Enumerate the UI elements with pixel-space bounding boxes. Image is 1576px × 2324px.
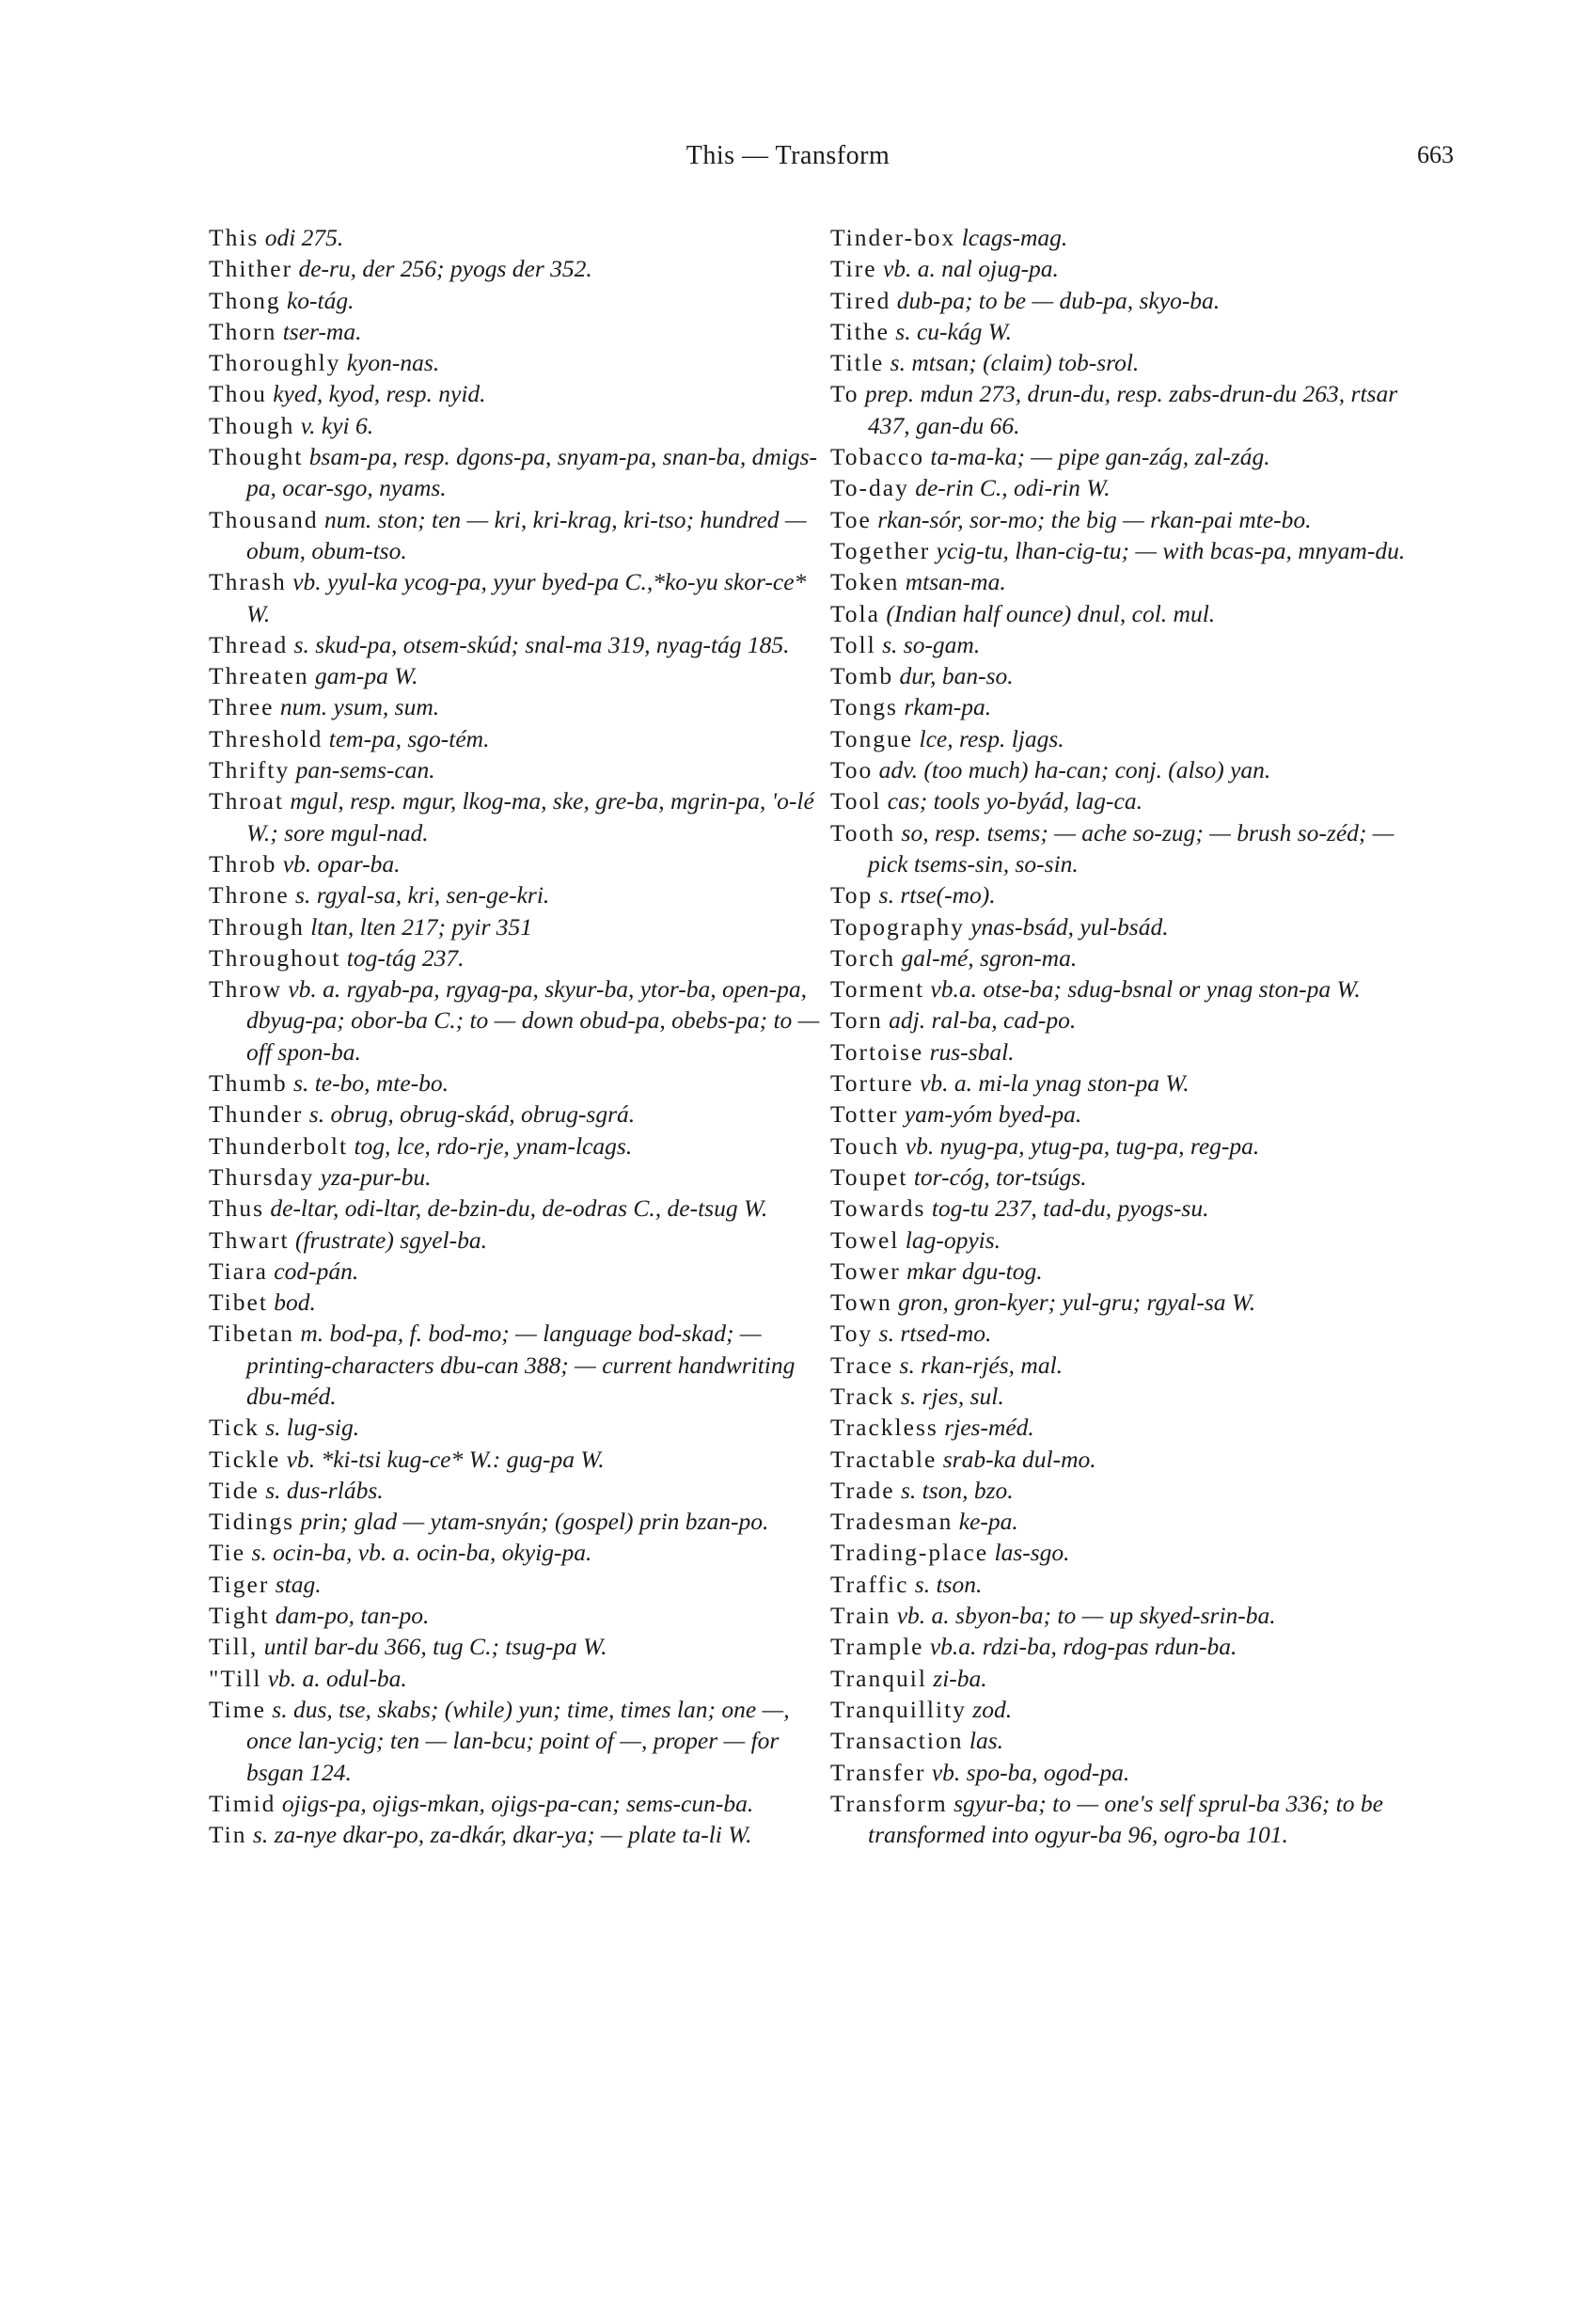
definition: mgul, resp. mgur, lkog-ma, ske, gre-ba, mgrin-pa, 'o-lé W.; sore mgul-nad.	[246, 787, 814, 846]
definition: bsam-pa, resp. dgons-pa, snyam-pa, snan-ba, dmigs-pa, ocar-sgo, nyams.	[246, 443, 817, 502]
running-title: This — Transform	[686, 141, 890, 170]
definition: vb. a. rgyab-pa, rgyag-pa, skyur-ba, ytor-ba, open-pa, dbyug-pa; obor-ba C.; to — down obud-pa, obebs-pa; to — off spon-ba.	[246, 975, 820, 1066]
definition: m. bod-pa, f. bod-mo; — language bod-skad; — printing-characters dbu-can 388; — current handwriting dbu-méd.	[246, 1320, 796, 1410]
headword: Traffic	[830, 1570, 909, 1598]
definition: prin; glad — ytam-snyán; (gospel) prin bzan-po.	[300, 1508, 769, 1536]
definition: num. ysum, sum.	[279, 693, 440, 721]
headword: Tickle	[209, 1445, 281, 1473]
dictionary-entry	[209, 1569, 829, 1600]
definition: adj. ral-ba, cad-po.	[889, 1006, 1077, 1035]
dictionary-entry	[830, 316, 1432, 347]
page-number: 663	[1417, 141, 1454, 168]
dictionary-entry	[830, 1004, 1432, 1036]
headword: Totter	[830, 1100, 899, 1129]
dictionary-entry	[209, 1412, 829, 1443]
headword: Thong	[209, 286, 281, 314]
dictionary-entry	[830, 378, 1432, 441]
dictionary-entry	[209, 879, 829, 910]
definition: vb. *ki-tsi kug-ce* W.: gug-pa W.	[286, 1445, 605, 1473]
definition: gron, gron-kyer; yul-gru; rgyal-sa W.	[898, 1288, 1256, 1317]
headword: Throb	[209, 849, 277, 877]
headword: Thither	[209, 255, 293, 283]
headword: Torn	[830, 1006, 883, 1035]
definition: pan-sems-can.	[295, 756, 435, 784]
definition: s. rtsed-mo.	[878, 1320, 992, 1348]
dictionary-entry	[209, 848, 829, 879]
definition: s. obrug, obrug-skád, obrug-sgrá.	[308, 1100, 636, 1129]
dictionary-entry	[209, 441, 829, 504]
dictionary-entry	[209, 410, 829, 441]
headword: Track	[830, 1382, 895, 1410]
dictionary-entry	[830, 472, 1432, 503]
dictionary-entry	[209, 785, 829, 848]
dictionary-entry	[830, 691, 1432, 722]
headword: Thou	[209, 380, 267, 408]
definition: s. mtsan; (claim) tob-srol.	[890, 349, 1140, 377]
headword: Transaction	[830, 1727, 964, 1755]
definition: ojigs-pa, ojigs-mkan, ojigs-pa-can; sems-cun-ba.	[281, 1789, 754, 1817]
dictionary-entry	[830, 253, 1432, 284]
definition: vb. yyul-ka ycog-pa, yyur byed-pa C.,*ko-yu skor-ce* W.	[246, 568, 807, 627]
dictionary-entry	[830, 754, 1432, 785]
dictionary-entry	[209, 1193, 829, 1224]
definition: sgyur-ba; to — one's self sprul-ba 336; to be transformed into ogyur-ba 96, ogro-ba 101.	[868, 1789, 1383, 1849]
headword: Timid	[209, 1789, 276, 1817]
dictionary-entry	[830, 1694, 1432, 1725]
dictionary-entry	[209, 1631, 829, 1662]
headword: Tongue	[830, 724, 914, 752]
headword: Trackless	[830, 1414, 938, 1442]
definition: tog-tág 237.	[346, 943, 465, 972]
dictionary-entry	[830, 911, 1432, 942]
definition: vb. spo-ba, ogod-pa.	[931, 1758, 1130, 1786]
headword: Towel	[830, 1225, 900, 1254]
dictionary-entry	[209, 347, 829, 378]
dictionary-entry	[830, 629, 1432, 660]
dictionary-entry	[830, 1412, 1432, 1443]
headword: Tobacco	[830, 443, 925, 471]
dictionary-entry	[209, 1475, 829, 1506]
headword: Throat	[209, 787, 284, 815]
dictionary-entry	[830, 598, 1432, 629]
definition: s. te-bo, mte-bo.	[293, 1069, 449, 1098]
headword: Trace	[830, 1351, 894, 1379]
headword: Tight	[209, 1602, 270, 1630]
definition: ta-ma-ka; — pipe gan-zág, zal-zág.	[930, 443, 1270, 471]
headword: Tranquillity	[830, 1695, 967, 1723]
dictionary-entry	[209, 1318, 829, 1412]
headword: Tranquil	[830, 1664, 927, 1692]
definition: yam-yóm byed-pa.	[904, 1100, 1082, 1129]
headword: Thought	[209, 443, 304, 471]
headword: Touch	[830, 1131, 900, 1160]
headword: Tiara	[209, 1257, 268, 1285]
definition: lce, resp. ljags.	[919, 724, 1064, 752]
headword: Tibet	[209, 1288, 268, 1317]
dictionary-entry	[209, 316, 829, 347]
headword: Token	[830, 568, 900, 596]
dictionary-entry	[830, 1318, 1432, 1349]
definition: ltan, lten 217; pyir 351	[310, 912, 533, 941]
definition: until bar-du 366, tug C.; tsug-pa W.	[263, 1633, 607, 1661]
headword: Threaten	[209, 662, 309, 690]
dictionary-entry	[209, 1225, 829, 1256]
dictionary-entry	[830, 347, 1432, 378]
dictionary-entry	[209, 378, 829, 409]
dictionary-entry	[209, 1099, 829, 1130]
dictionary-entry	[830, 1569, 1432, 1600]
headword: Towards	[830, 1194, 926, 1223]
definition: prep. mdun 273, drun-du, resp. zabs-drun-du 263, rtsar 437, gan-du 66.	[864, 380, 1398, 439]
definition: rkan-sór, sor-mo; the big — rkan-pai mte-bo.	[877, 505, 1312, 533]
dictionary-entry	[209, 504, 829, 567]
headword: Tired	[830, 286, 891, 314]
dictionary-entry	[830, 942, 1432, 973]
definition: vb.a. rdzi-ba, rdog-pas rdun-ba.	[929, 1633, 1237, 1661]
definition: yza-pur-bu.	[320, 1162, 432, 1191]
definition: dur, ban-so.	[899, 662, 1014, 690]
dictionary-entry	[830, 1067, 1432, 1099]
headword: Thoroughly	[209, 349, 341, 377]
headword: Town	[830, 1288, 892, 1317]
headword: Tradesman	[830, 1508, 953, 1536]
definition: s. rtse(-mo).	[878, 881, 996, 909]
headword: Time	[209, 1695, 266, 1723]
headword: Throne	[209, 881, 290, 909]
dictionary-entry	[209, 1162, 829, 1193]
dictionary-entry	[830, 441, 1432, 472]
headword: Thousand	[209, 505, 319, 533]
definition: cas; tools yo-byád, lag-ca.	[887, 787, 1143, 815]
dictionary-entry	[209, 942, 829, 973]
definition: ynas-bsád, yul-bsád.	[970, 912, 1169, 941]
dictionary-entry	[830, 566, 1432, 597]
definition: num. ston; ten — kri, kri-krag, kri-tso; hundred — obum, obum-tso.	[246, 505, 807, 564]
headword: Train	[830, 1602, 891, 1630]
dictionary-entry	[830, 1788, 1432, 1851]
dictionary-entry	[209, 253, 829, 284]
dictionary-entry	[830, 504, 1432, 535]
definition: cod-pán.	[274, 1257, 359, 1285]
dictionary-entry	[830, 285, 1432, 316]
definition: s. dus, tse, skabs; (while) yun; time, times lan; one —, once lan-ycig; ten — lan-bcu; point of —, proper — for bsgan 124.	[246, 1695, 790, 1786]
definition: ycig-tu, lhan-cig-tu; — with bcas-pa, mnyam-du.	[936, 536, 1406, 564]
headword: Tongs	[830, 693, 898, 721]
headword: Through	[209, 912, 305, 941]
headword: Tool	[830, 787, 882, 815]
definition: rus-sbal.	[929, 1037, 1015, 1066]
definition: lag-opyis.	[905, 1225, 1001, 1254]
dictionary-entry	[209, 723, 829, 754]
headword: Tomb	[830, 662, 894, 690]
headword: Toe	[830, 505, 872, 533]
definition: vb. a. sbyon-ba; to — up skyed-srin-ba.	[896, 1602, 1276, 1630]
definition: lcags-mag.	[961, 224, 1068, 251]
definition: adv. (too much) ha-can; conj. (also) yan.	[878, 756, 1271, 784]
left-column	[209, 222, 829, 1850]
headword: Tithe	[830, 317, 890, 345]
definition: s. rgyal-sa, kri, sen-ge-kri.	[295, 881, 550, 909]
headword: Tire	[830, 255, 877, 283]
headword: Threshold	[209, 724, 323, 752]
headword: Trample	[830, 1633, 924, 1661]
headword: Trading-place	[830, 1539, 989, 1567]
dictionary-entry	[209, 629, 829, 660]
definition: dub-pa; to be — dub-pa, skyo-ba.	[896, 286, 1221, 314]
headword: Tin	[209, 1821, 247, 1849]
headword: Throw	[209, 975, 282, 1004]
definition: bod.	[274, 1288, 316, 1317]
definition: stag.	[275, 1570, 322, 1598]
headword: Topography	[830, 912, 965, 941]
headword: Thread	[209, 630, 289, 658]
definition: zi-ba.	[933, 1664, 987, 1692]
definition: vb. opar-ba.	[282, 849, 401, 877]
dictionary-entry	[830, 535, 1432, 566]
dictionary-entry	[830, 1036, 1432, 1067]
definition: kyed, kyod, resp. nyid.	[273, 380, 486, 408]
definition: de-ru, der 256; pyogs der 352.	[298, 255, 592, 283]
dictionary-entry	[830, 1444, 1432, 1475]
dictionary-entry	[830, 1506, 1432, 1537]
dictionary-entry	[209, 973, 829, 1067]
headword: Torture	[830, 1069, 914, 1098]
definition: s. so-gam.	[882, 630, 981, 658]
right-column	[830, 222, 1432, 1850]
dictionary-entry	[209, 1694, 829, 1788]
headword: Thursday	[209, 1162, 315, 1191]
dictionary-entry	[830, 1600, 1432, 1631]
definition: mtsan-ma.	[905, 568, 1006, 596]
definition: dam-po, tan-po.	[275, 1602, 430, 1630]
definition: rjes-méd.	[944, 1414, 1034, 1442]
headword: Top	[830, 881, 874, 909]
dictionary-entry	[830, 1193, 1432, 1224]
dictionary-entry	[830, 1631, 1432, 1662]
headword: Thrifty	[209, 756, 291, 784]
headword: Throughout	[209, 943, 341, 972]
headword: Tortoise	[830, 1037, 924, 1066]
definition: rkam-pa.	[904, 693, 992, 721]
definition: gal-mé, sgron-ma.	[901, 943, 1078, 972]
dictionary-entry	[209, 1663, 829, 1694]
definition: odi 275.	[264, 224, 344, 251]
dictionary-entry	[209, 1600, 829, 1631]
page-header	[0, 141, 1576, 188]
definition: de-ltar, odi-ltar, de-bzin-du, de-odras C., de-tsug W.	[270, 1194, 768, 1223]
dictionary-entry	[830, 1381, 1432, 1412]
headword: Till,	[209, 1633, 259, 1661]
definition: s. za-nye dkar-po, za-dkár, dkar-ya; — plate ta-li W.	[252, 1821, 752, 1849]
dictionary-entry	[830, 1757, 1432, 1788]
headword: This	[209, 224, 260, 251]
definition: vb. nyug-pa, ytug-pa, tug-pa, reg-pa.	[905, 1131, 1260, 1160]
dictionary-entry	[830, 1225, 1432, 1256]
headword: Thwart	[209, 1225, 290, 1254]
definition: s. tson.	[914, 1570, 983, 1598]
definition: gam-pa W.	[314, 662, 418, 690]
definition: srab-ka dul-mo.	[942, 1445, 1096, 1473]
dictionary-entry	[830, 1287, 1432, 1318]
headword: Tola	[830, 599, 880, 627]
headword: Tinder-box	[830, 224, 956, 251]
dictionary-entry	[209, 1506, 829, 1537]
dictionary-entry	[830, 973, 1432, 1004]
definition: so, resp. tsems; — ache so-zug; — brush so-zéd; — pick tsems-sin, so-sin.	[868, 818, 1395, 877]
dictionary-entry	[209, 1819, 829, 1850]
dictionary-entry	[830, 660, 1432, 691]
dictionary-entry	[830, 723, 1432, 754]
definition: tem-pa, sgo-tém.	[328, 724, 490, 752]
definition: tog-tu 237, tad-du, pyogs-su.	[931, 1194, 1209, 1223]
definition: vb. a. mi-la ynag ston-pa W.	[920, 1069, 1190, 1098]
headword: Together	[830, 536, 931, 564]
definition: s. rkan-rjés, mal.	[899, 1351, 1064, 1379]
dictionary-entry	[209, 911, 829, 942]
definition: s. tson, bzo.	[900, 1476, 1014, 1504]
headword: Thunderbolt	[209, 1131, 349, 1160]
headword: Tie	[209, 1539, 246, 1567]
headword: Tooth	[830, 818, 896, 846]
headword: "Till	[209, 1664, 262, 1692]
dictionary-entry	[830, 1099, 1432, 1130]
definition: (frustrate) sgyel-ba.	[295, 1225, 487, 1254]
headword: Thumb	[209, 1069, 288, 1098]
headword: Thunder	[209, 1100, 304, 1129]
headword: Tick	[209, 1414, 260, 1442]
dictionary-entry	[209, 754, 829, 785]
definition: s. dus-rlábs.	[265, 1476, 384, 1504]
headword: Transform	[830, 1789, 948, 1817]
dictionary-entry	[209, 1130, 829, 1162]
dictionary-entry	[209, 1287, 829, 1318]
dictionary-entry	[209, 285, 829, 316]
dictionary-entry	[830, 1256, 1432, 1287]
definition: s. rjes, sul.	[900, 1382, 1004, 1410]
headword: To-day	[830, 474, 909, 502]
definition: s. cu-kág W.	[895, 317, 1012, 345]
definition: vb.a. otse-ba; sdug-bsnal or ynag ston-pa W.	[930, 975, 1361, 1004]
headword: Tiger	[209, 1570, 270, 1598]
definition: ke-pa.	[958, 1508, 1018, 1536]
dictionary-entry	[830, 785, 1432, 816]
dictionary-entry	[209, 1256, 829, 1287]
dictionary-entry	[209, 1788, 829, 1819]
dictionary-entry	[209, 1444, 829, 1475]
headword: Toupet	[830, 1162, 908, 1191]
headword: Transfer	[830, 1758, 926, 1786]
definition: las.	[969, 1727, 1003, 1755]
definition: s. skud-pa, otsem-skúd; snal-ma 319, nyag-tág 185.	[293, 630, 790, 658]
dictionary-entry	[830, 1130, 1432, 1162]
definition: zod.	[972, 1695, 1013, 1723]
headword: Thrash	[209, 568, 287, 596]
definition: v. kyi 6.	[300, 411, 374, 439]
definition: s. ocin-ba, vb. a. ocin-ba, okyig-pa.	[251, 1539, 592, 1567]
headword: Tower	[830, 1257, 901, 1285]
headword: Tide	[209, 1476, 260, 1504]
headword: Tidings	[209, 1508, 295, 1536]
definition: mkar dgu-tog.	[906, 1257, 1043, 1285]
headword: Torch	[830, 943, 896, 972]
dictionary-entry	[209, 1067, 829, 1099]
dictionary-entry	[830, 1475, 1432, 1506]
headword: Though	[209, 411, 295, 439]
dictionary-entry	[830, 1663, 1432, 1694]
dictionary-entry	[830, 222, 1432, 253]
headword: Toll	[830, 630, 876, 658]
headword: Toy	[830, 1320, 874, 1348]
headword: Thus	[209, 1194, 264, 1223]
definition: ko-tág.	[286, 286, 355, 314]
dictionary-entry	[830, 1162, 1432, 1193]
headword: Title	[830, 349, 885, 377]
dictionary-entry	[209, 566, 829, 629]
headword: Too	[830, 756, 874, 784]
definition: (Indian half ounce) dnul, col. mul.	[886, 599, 1216, 627]
dictionary-entry	[830, 879, 1432, 910]
definition: tser-ma.	[282, 317, 362, 345]
dictionary-entry	[830, 817, 1432, 880]
dictionary-entry	[209, 660, 829, 691]
headword: To	[830, 380, 859, 408]
dictionary-entry	[209, 691, 829, 722]
definition: tog, lce, rdo-rje, ynam-lcags.	[354, 1131, 633, 1160]
dictionary-entry	[209, 222, 829, 253]
headword: Trade	[830, 1476, 895, 1504]
headword: Three	[209, 693, 275, 721]
definition: tor-cóg, tor-tsúgs.	[913, 1162, 1087, 1191]
definition: vb. a. nal ojug-pa.	[882, 255, 1059, 283]
definition: s. lug-sig.	[265, 1414, 360, 1442]
dictionary-entry	[209, 1537, 829, 1568]
headword: Thorn	[209, 317, 277, 345]
definition: vb. a. odul-ba.	[267, 1664, 407, 1692]
dictionary-entry	[830, 1537, 1432, 1568]
definition: kyon-nas.	[346, 349, 440, 377]
dictionary-entry	[830, 1350, 1432, 1381]
headword: Torment	[830, 975, 925, 1004]
headword: Tibetan	[209, 1320, 294, 1348]
dictionary-entry	[830, 1725, 1432, 1756]
definition: las-sgo.	[994, 1539, 1070, 1567]
headword: Tractable	[830, 1445, 938, 1473]
definition: de-rin C., odi-rin W.	[915, 474, 1111, 502]
